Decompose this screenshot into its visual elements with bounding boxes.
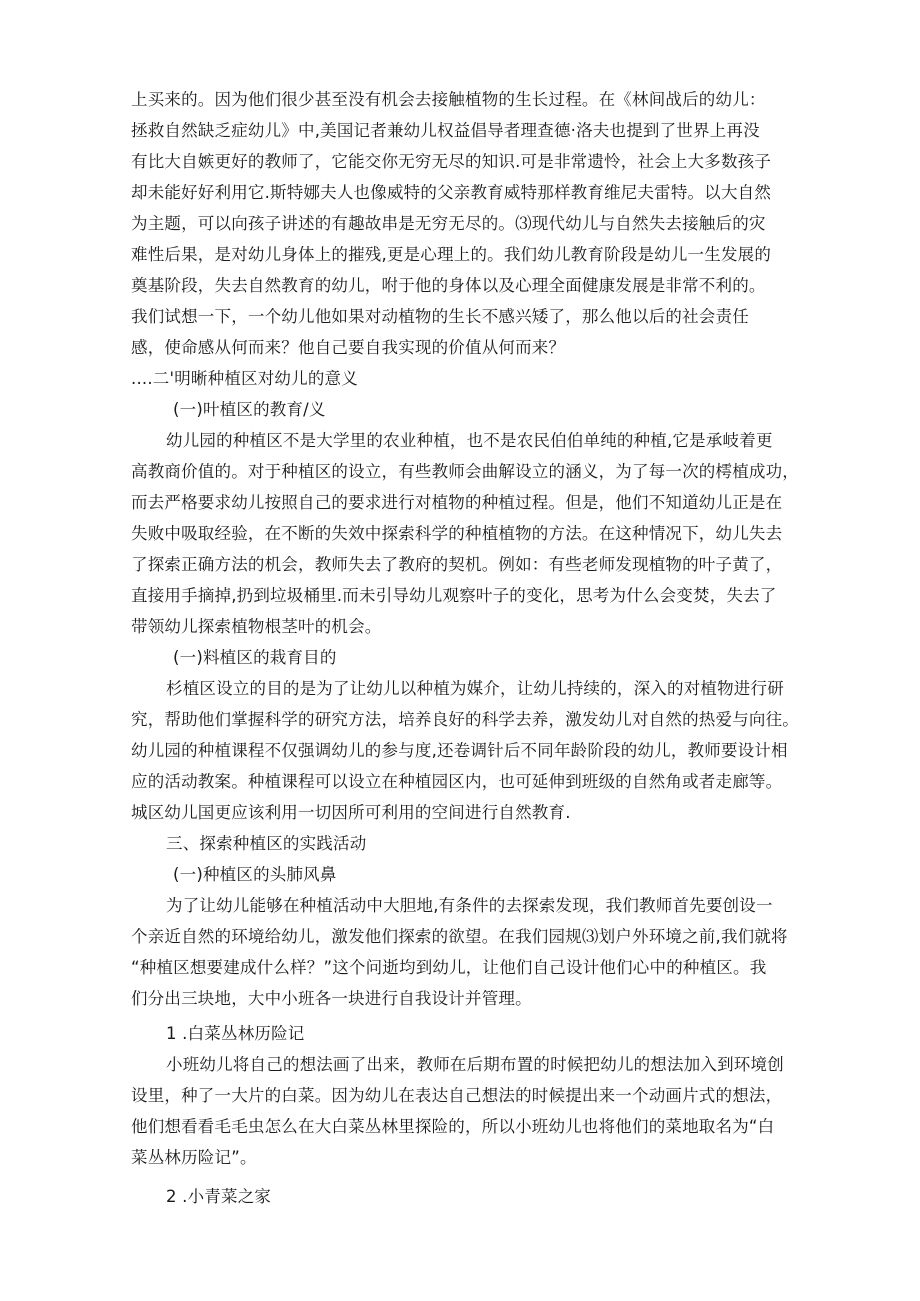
- body-text-line: 为主题，可以向孩子讲述的有趣故串是无穷无尽的。⑶现代幼儿与自然失去接触后的灾: [131, 214, 766, 233]
- body-text-line: 为了让幼儿能够在种植活动中大胆地,有条件的去探索发现，我们教师首先要创设一: [166, 896, 773, 915]
- body-text-line: 奠基阶段，失去自然教育的幼儿，咐于他的身体以及心理全面健康发展是非常不利的。: [131, 276, 766, 295]
- body-text-line: 幼儿园的种植课程不仅强调幼儿的参与度,还卷调针后不同年龄阶段的幼儿，教师要设计相: [131, 741, 788, 760]
- body-text-line: 菜丛林历险记”。: [131, 1148, 257, 1167]
- body-text-line: 城区幼儿国更应该利用一切因所可利用的空间进行自然教育.: [131, 803, 571, 822]
- body-text-line: 幼儿园的种植区不是大学里的农业种植，也不是农民伯伯单纯的种植,它是承岐着更: [166, 431, 773, 450]
- body-text-line: 究，帮助他们掌握科学的研究方法，培养良好的科学去养，激发幼儿对自然的热爱与向往。: [131, 710, 799, 729]
- body-text-line: 失败中吸取经验，在不断的失效中探索科学的种植植物的方法。在这种情况下，幼儿失去: [131, 524, 783, 543]
- body-text-line: 我们试想一下，一个幼儿他如果对动植物的生长不感兴矮了，那么他以后的社会责任: [131, 307, 749, 326]
- body-text-line: 个亲近自然的环境给幼儿，激发他们探索的欲望。在我们园规⑶划户外环境之前,我们就将: [131, 927, 788, 946]
- subsection-heading: (一)种植区的头肺风鼻: [173, 865, 337, 884]
- body-text-line: 高教商价值的。对于种植区的设立，有些教师会曲解设立的涵义，为了每一次的樗植成功，: [131, 462, 799, 481]
- body-text-line: 拯救自然缺乏症幼儿》中,美国记者兼幼儿权益倡导者理查德·洛夫也提到了世界上再没: [131, 121, 760, 140]
- body-text-line: 了探索正确方法的机会，教师失去了教府的契机。例如：有些老师发现植物的叶子黄了，: [131, 555, 783, 574]
- body-text-line: 他们想看看毛毛虫怎么在大白菜丛林里探险的，所以小班幼儿也将他们的菜地取名为“白: [131, 1117, 775, 1136]
- body-text-line: 们分出三块地，大中小班各一块进行自我设计并管理。: [131, 989, 532, 1008]
- body-text-line: 难性后果，是对幼儿身体上的摧残,更是心理上的。我们幼儿教育阶段是幼儿一生发展的: [131, 245, 772, 264]
- body-text-line: 却未能好好利用它.斯特娜夫人也像威特的父亲教育威特那样教育维尼夫雷特。以大自然: [131, 183, 772, 202]
- numbered-heading: 2 .小青菜之家: [166, 1187, 272, 1206]
- body-text-line: 杉植区设立的目的是为了让幼儿以种植为媒介，让幼儿持续的，深入的对植物进行研: [166, 679, 784, 698]
- body-text-line: 设里，种了一大片的白菜。因为幼儿在表达自己想法的时候提出来一个动画片式的想法，: [131, 1086, 783, 1105]
- body-text-line: 上买来的。因为他们很少甚至没有机会去接触植物的生长过程。在《林间战后的幼儿：: [131, 90, 766, 109]
- body-text-line: 而去严格要求幼儿按照自己的要求进行对植物的种植过程。但是，他们不知道幼儿正是在: [131, 493, 783, 512]
- body-text-line: 有比大自嫉更好的教师了，它能交你无穷无尽的知识.可是非常遗怜，社会上大多数孩子: [131, 152, 772, 171]
- body-text-line: “种植区想要建成什么样？”这个问逝均到幼儿，让他们自己设计他们心中的种植区。我: [131, 958, 767, 977]
- body-text-line: 小班幼儿将自己的想法画了出来，教师在后期布置的时候把幼儿的想法加入到环境创: [166, 1055, 784, 1074]
- body-text-line: 应的活动教案。种植课程可以设立在种植园区内，也可延伸到班级的自然角或者走廊等。: [131, 772, 783, 791]
- body-text-line: 带领幼儿探索植物根茎叶的机会。: [131, 617, 382, 636]
- numbered-heading: 1 .白菜丛林历险记: [166, 1024, 305, 1043]
- subsection-heading: (一)料植区的栽育目的: [173, 648, 337, 667]
- section-heading: 三、探索种植区的实践活动: [166, 834, 367, 853]
- body-text-line: 感，使命感从何而来？他自己要自我实现的价值从何而来？: [131, 338, 566, 357]
- subsection-heading: (一)叶植区的教育/义: [173, 400, 326, 419]
- section-heading: ....二'明晰种植区对幼儿的意义: [131, 369, 358, 388]
- body-text-line: 直接用手摘掉,扔到垃圾桶里.而未引导幼儿观察叶子的变化，思考为什么会变焚，失去了: [131, 586, 777, 605]
